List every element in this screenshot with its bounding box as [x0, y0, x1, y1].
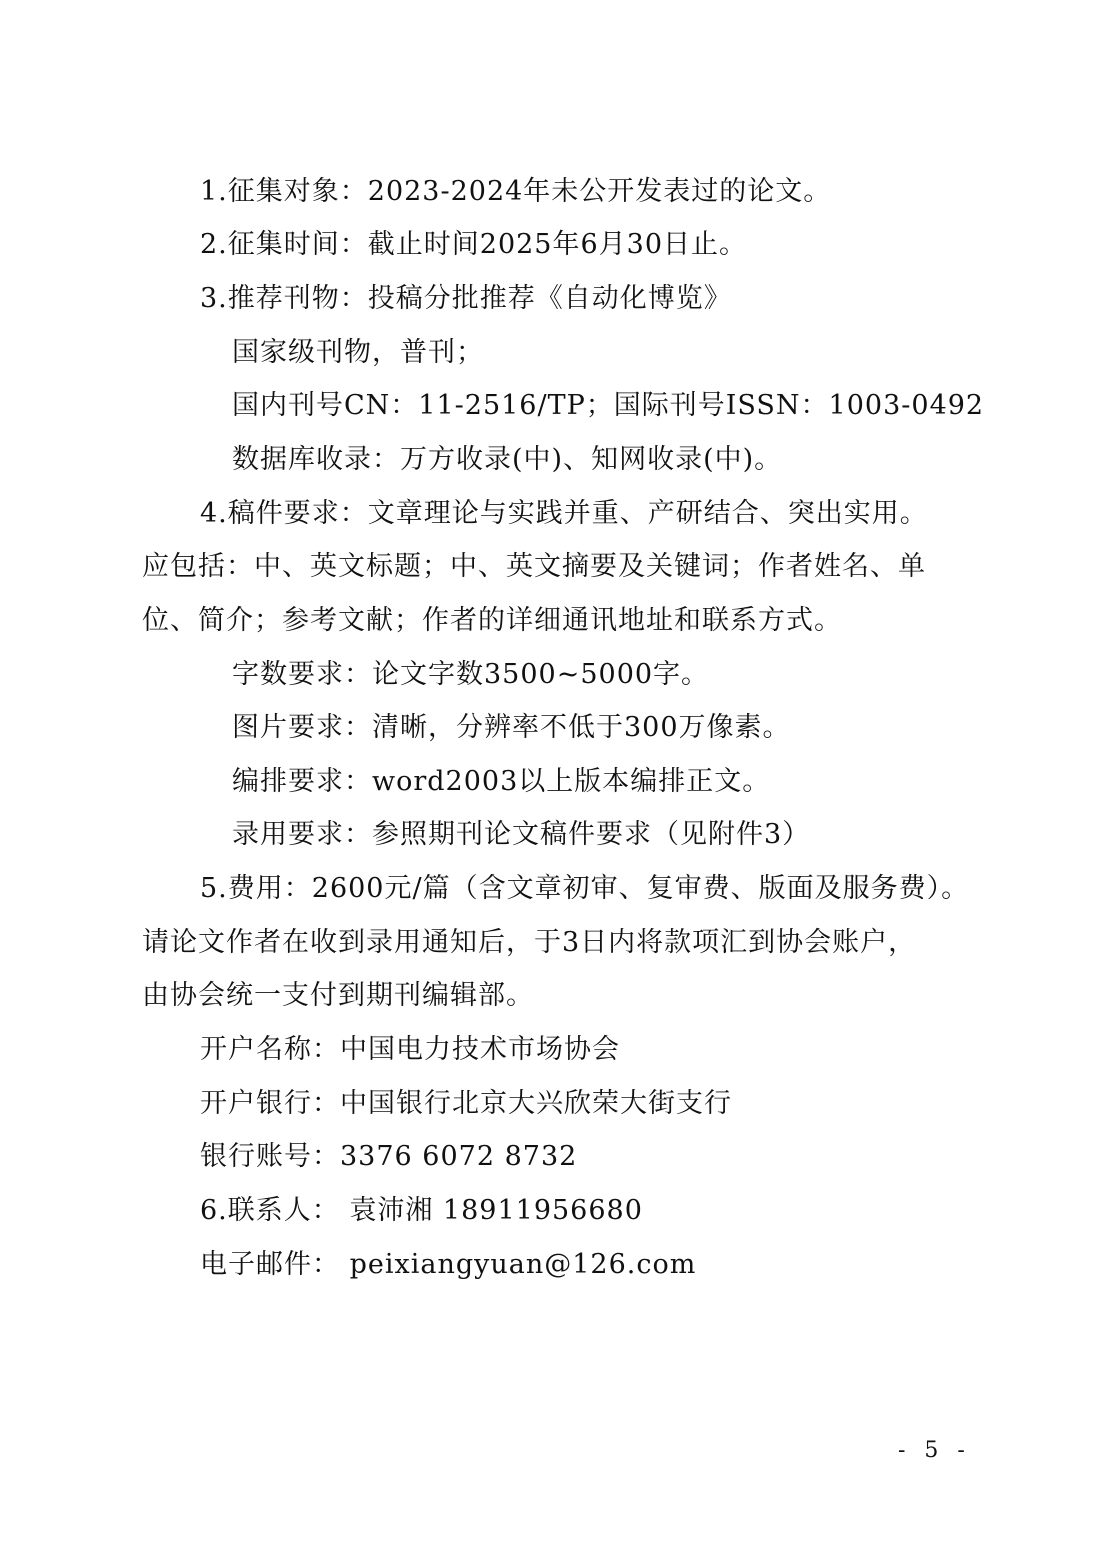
- item-3-recommended-journal: 3.推荐刊物：投稿分批推荐《自动化博览》: [200, 283, 732, 314]
- manuscript-requirements-cont-2: 位、简介；参考文献；作者的详细通讯地址和联系方式。: [142, 605, 842, 636]
- journal-level: 国家级刊物，普刊；: [232, 337, 484, 368]
- item-5-fees: 5.费用：2600元/篇（含文章初审、复审费、版面及服务费）。: [200, 873, 970, 904]
- word-count-requirement: 字数要求：论文字数3500~5000字。: [232, 659, 710, 690]
- fees-cont-1: 请论文作者在收到录用通知后，于3日内将款项汇到协会账户，: [142, 927, 917, 958]
- item-4-manuscript-requirements: 4.稿件要求：文章理论与实践并重、产研结合、突出实用。: [200, 498, 928, 529]
- contact-email: 电子邮件： peixiangyuan@126.com: [200, 1249, 697, 1280]
- database-indexing: 数据库收录：万方收录(中)、知网收录(中)。: [232, 444, 783, 475]
- item-2-collection-time: 2.征集时间：截止时间2025年6月30日止。: [200, 229, 748, 260]
- item-1-collection-target: 1.征集对象：2023-2024年未公开发表过的论文。: [200, 176, 832, 207]
- bank-account-number: 银行账号：3376 6072 8732: [200, 1141, 578, 1172]
- layout-requirement: 编排要求：word2003以上版本编排正文。: [232, 766, 771, 797]
- manuscript-requirements-cont-1: 应包括：中、英文标题；中、英文摘要及关键词；作者姓名、单: [142, 551, 926, 582]
- acceptance-requirement: 录用要求：参照期刊论文稿件要求（见附件3）: [232, 819, 811, 850]
- account-name: 开户名称：中国电力技术市场协会: [200, 1034, 620, 1065]
- account-bank: 开户银行：中国银行北京大兴欣荣大街支行: [200, 1088, 732, 1119]
- image-requirement: 图片要求：清晰，分辨率不低于300万像素。: [232, 712, 791, 743]
- fees-cont-2: 由协会统一支付到期刊编辑部。: [142, 980, 534, 1011]
- item-6-contact-person: 6.联系人： 袁沛湘 18911956680: [200, 1195, 643, 1226]
- journal-issn: 国内刊号CN：11-2516/TP；国际刊号ISSN：1003-0492: [232, 390, 985, 421]
- page-number: - 5 -: [898, 1438, 971, 1463]
